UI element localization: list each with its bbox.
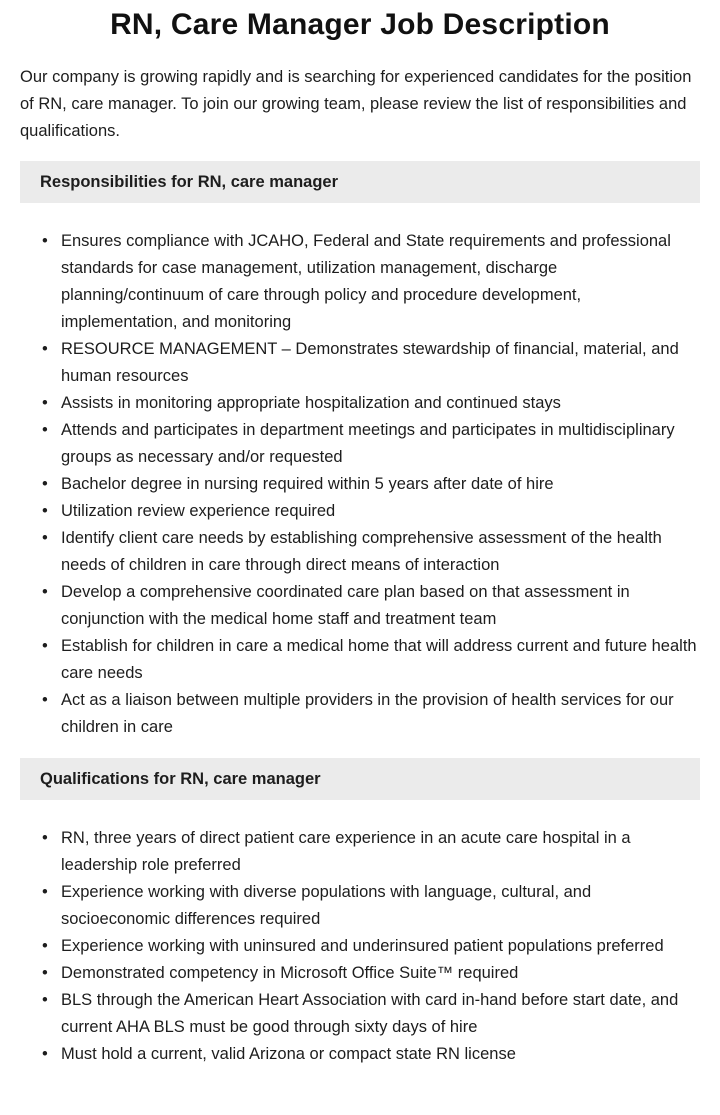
qualifications-section-heading: Qualifications for RN, care manager xyxy=(40,770,321,788)
list-item: • Develop a comprehensive coordinated care plan based on that assessment in conjunction with the medical home staff and treatment team xyxy=(42,579,700,633)
list-item: • Assists in monitoring appropriate hospitalization and continued stays xyxy=(42,390,700,417)
list-item: • Experience working with uninsured and underinsured patient populations preferred xyxy=(42,933,700,960)
list-item: • Must hold a current, valid Arizona or compact state RN license xyxy=(42,1041,700,1068)
list-item: • Demonstrated competency in Microsoft Office Suite™ required xyxy=(42,960,700,987)
responsibilities-section-heading: Responsibilities for RN, care manager xyxy=(40,173,339,191)
qualifications-section-header xyxy=(20,758,700,800)
list-item: • RESOURCE MANAGEMENT – Demonstrates stewardship of financial, material, and human resources xyxy=(42,336,700,390)
list-item: • Act as a liaison between multiple providers in the provision of health services for our children in care xyxy=(42,687,700,741)
intro-paragraph: Our company is growing rapidly and is searching for experienced candidates for the position of RN, care manager. To join our growing team, please review the list of responsibilities and qualifications. xyxy=(20,68,692,140)
responsibilities-section-header xyxy=(20,161,700,203)
list-item: • RN, three years of direct patient care experience in an acute care hospital in a leadership role preferred xyxy=(42,825,700,879)
page-title: RN, Care Manager Job Description xyxy=(110,8,610,41)
list-item: • Identify client care needs by establishing comprehensive assessment of the health needs of children in care through direct means of interaction xyxy=(42,525,700,579)
list-item: • Establish for children in care a medical home that will address current and future health care needs xyxy=(42,633,700,687)
list-item: • Experience working with diverse populations with language, cultural, and socioeconomic differences required xyxy=(42,879,700,933)
list-item: • Ensures compliance with JCAHO, Federal and State requirements and professional standards for case management, utilization management, discharge planning/continuum of care through policy and procedure development, implementation, and monitoring xyxy=(42,228,700,336)
list-item: • Bachelor degree in nursing required within 5 years after date of hire xyxy=(42,471,700,498)
list-item: • Attends and participates in department meetings and participates in multidisciplinary groups as necessary and/or requested xyxy=(42,417,700,471)
list-item: • BLS through the American Heart Association with card in-hand before start date, and current AHA BLS must be good through sixty days of hire xyxy=(42,987,700,1041)
responsibilities-list xyxy=(42,228,700,741)
list-item: • Utilization review experience required xyxy=(42,498,700,525)
qualifications-list xyxy=(42,825,700,1068)
